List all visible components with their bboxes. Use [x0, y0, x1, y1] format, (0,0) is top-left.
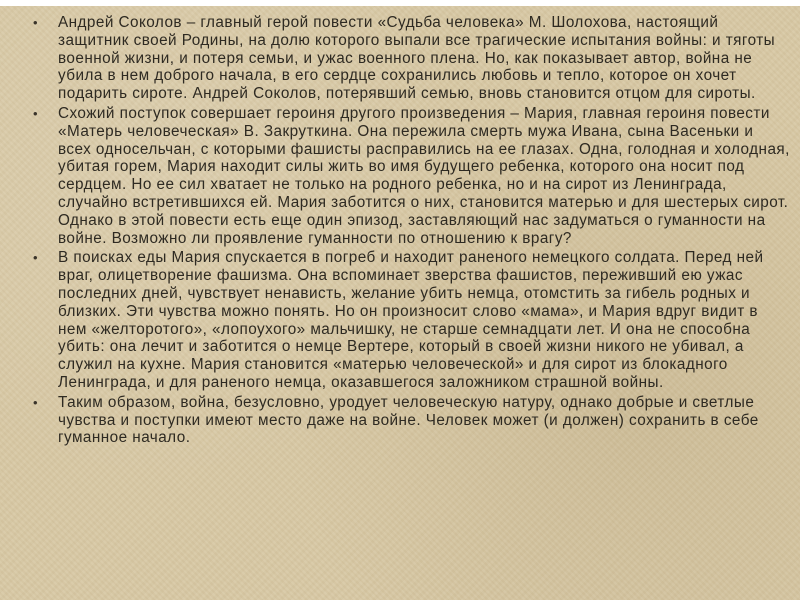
paragraph-conclusion [30, 394, 790, 447]
bullet-icon: • [33, 105, 39, 121]
bullet-list [30, 14, 790, 447]
paragraph-text: В поисках еды Мария спускается в погреб и находит раненого немецкого солдата. Перед ней враг, олицетворение фашизма. Она вспоминает зверства фашистов, переживший ею ужас последних дней, чувствует ненависть, желание убить немца, отомстить за гибель родных и близких. Эти чувства можно понять. Но он произносит слово «мама», и Мария вдруг видит в нем «желторотого», «лопоухого» мальчишку, не старше семнадцати лет. И она не способна убить: она лечит и заботится о немце Вертере, который в своей жизни никого не убивал, а служил на кухне. Мария становится «матерью человеческой» и для сирот из блокадного Ленинграда, и для раненого немца, оказавшегося заложником страшной войны. [58, 249, 764, 391]
paragraph-maria [30, 105, 790, 247]
paragraph-text: Таким образом, война, безусловно, уродует человеческую натуру, однако добрые и светлые чувства и поступки имеют место даже на войне. Человек может (и должен) сохранить в себе гуманное начало. [58, 393, 759, 447]
paragraph-text: Андрей Соколов – главный герой повести «Судьба человека» М. Шолохова, настоящий защитник своей Родины, на долю которого выпали все трагические испытания войны: и тяготы военной жизни, и потеря семьи, и ужас военного плена. Но, как показывает автор, война не убила в нем доброго начала, в его сердце сохранились любовь и тепло, которое он хочет подарить сироте. Андрей Соколов, потерявший семью, вновь становится отцом для сироты. [58, 14, 776, 103]
bullet-icon: • [33, 250, 39, 266]
bullet-icon: • [33, 394, 39, 410]
bullet-icon: • [33, 15, 39, 30]
top-white-strip [0, 0, 800, 6]
slide-content [30, 14, 790, 449]
paragraph-sokolov [30, 14, 790, 103]
paragraph-text: Схожий поступок совершает героиня другого произведения – Мария, главная героиня повести «Матерь человеческая» В. Закруткина. Она пережила смерть мужа Ивана, сына Васеньки и всех односельчан, с которыми фашисты расправились на ее глазах. Одна, голодная и холодная, убитая горем, Мария находит силы жить во имя будущего ребенка, которого она носит под сердцем. Но ее сил хватает не только на родного ребенка, но и на сирот из Ленинграда, случайно встретившихся ей. Мария заботится о них, становится матерью и для шестерых сирот. Однако в этой повести есть еще один эпизод, заставляющий нас задуматься о гуманности на войне. Возможно ли проявление гуманности по отношению к врагу? [58, 104, 790, 247]
paragraph-cellar [30, 249, 790, 391]
